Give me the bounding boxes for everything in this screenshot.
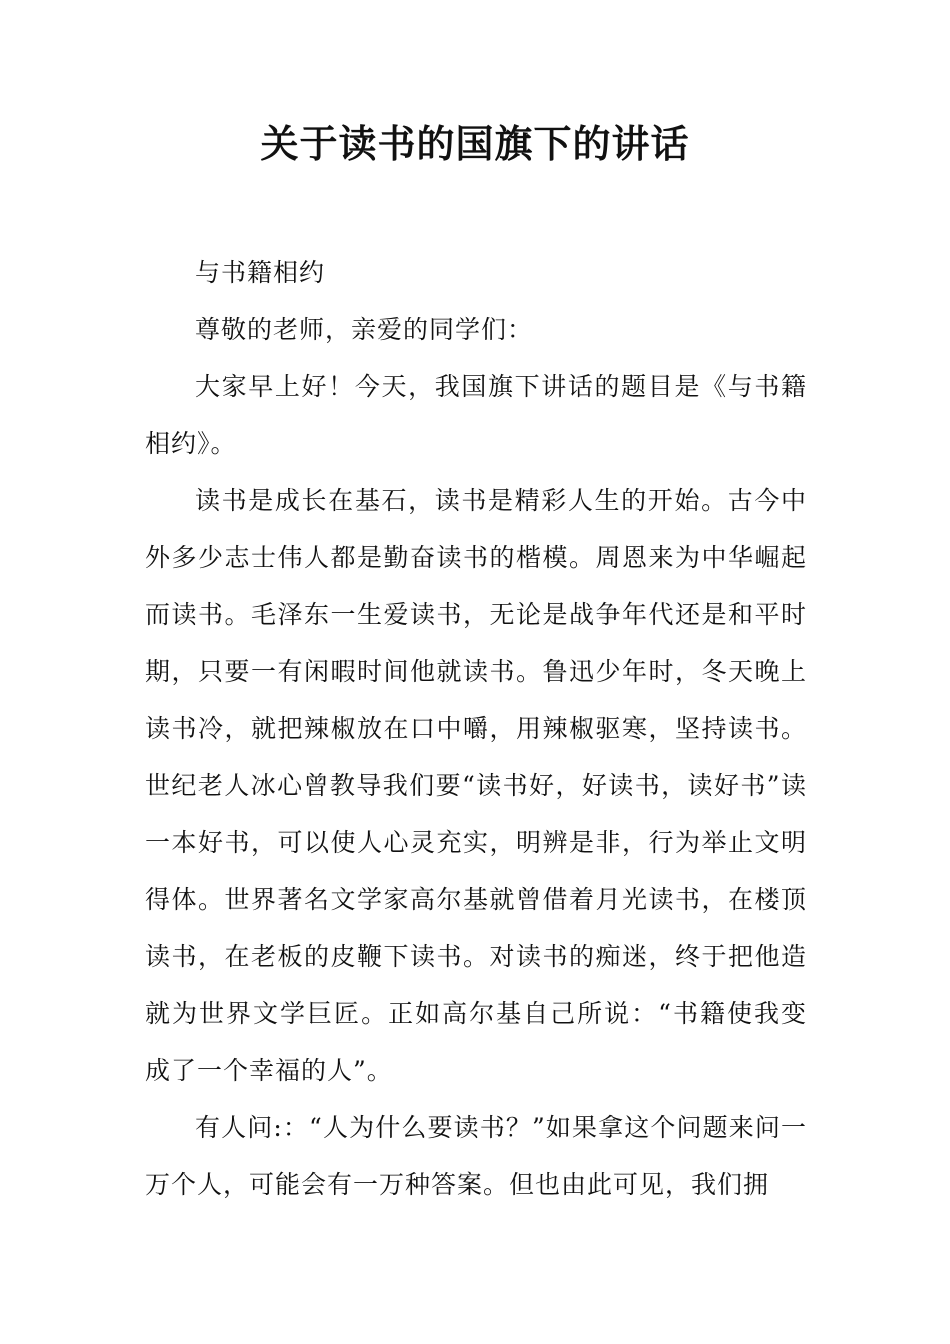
paragraph-salutation: 尊敬的老师，亲爱的同学们： — [195, 315, 534, 344]
document-body — [145, 244, 807, 1213]
document-title: 关于读书的国旗下的讲话 — [260, 121, 690, 166]
paragraph-subtitle: 与书籍相约 — [195, 258, 326, 287]
paragraph-why-read: 有人问:：“人为什么要读书？”如果拿这个问题来问一万个人，可能会有一万种答案。但也由此可见，我们拥 — [145, 1113, 807, 1199]
paragraph-greeting: 大家早上好！今天，我国旗下讲话的题目是《与书籍相约》。 — [145, 372, 807, 458]
paragraph-reading-examples: 读书是成长在基石，读书是精彩人生的开始。古今中外多少志士伟人都是勤奋读书的楷模。周恩来为中华崛起而读书。毛泽东一生爱读书，无论是战争年代还是和平时期，只要一有闲暇时间他就读书。鲁迅少年时，冬天晚上读书冷，就把辣椒放在口中嚼，用辣椒驱寒，坚持读书。世纪老人冰心曾教导我们要“读书好，好读书，读好书”读一本好书，可以使人心灵充实，明辨是非，行为举止文明得体。世界著名文学家高尔基就曾借着月光读书，在楼顶读书，在老板的皮鞭下读书。对读书的痴迷，终于把他造就为世界文学巨匠。正如高尔基自己所说：“书籍使我变成了一个幸福的人”。 — [145, 486, 807, 1085]
